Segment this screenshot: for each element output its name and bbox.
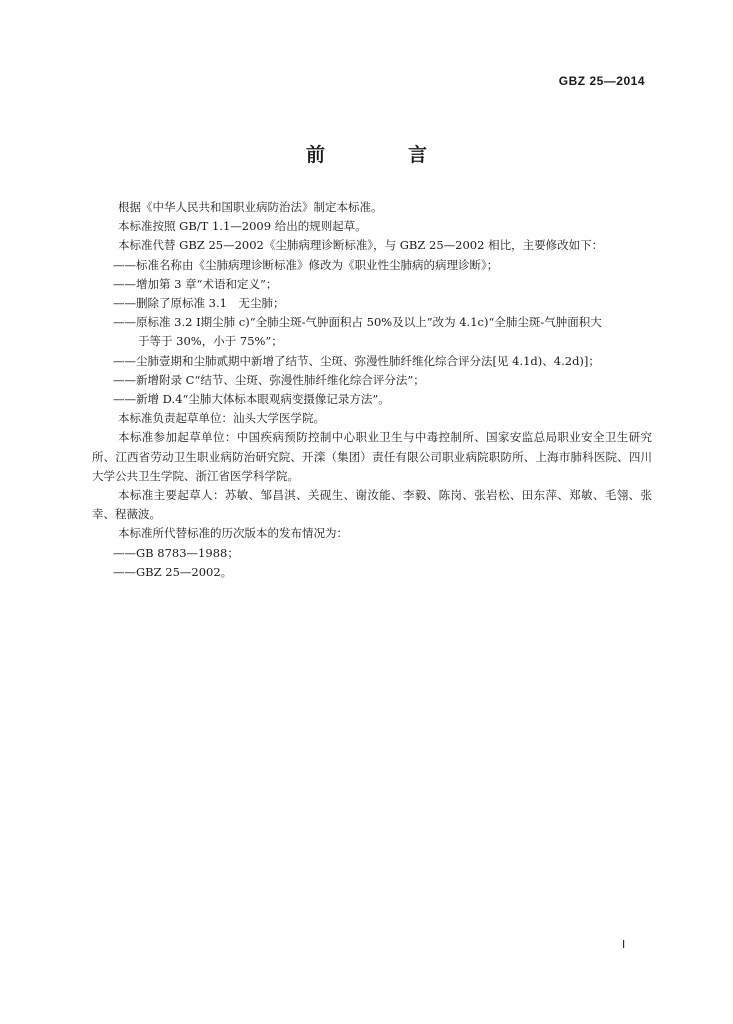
- list-item-change-1: ——标准名称由《尘肺病理诊断标准》修改为《职业性尘肺病的病理诊断》；: [113, 257, 499, 272]
- list-item-edition-1: ——GB 8783—1988；: [113, 545, 239, 560]
- paragraph-lead-drafter: 本标准负责起草单位：汕头大学医学院。: [118, 411, 325, 426]
- list-item-change-7: ——新增 D.4“尘肺大体标本眼观病变摄像记录方法”。: [113, 392, 390, 407]
- list-item-change-5: ——尘肺壹期和尘肺贰期中新增了结节、尘斑、弥漫性肺纤维化综合评分法[见 4.1d)、4.2d)]；: [113, 353, 600, 368]
- list-item-change-4: ——原标准 3.2 Ⅰ期尘肺 c)“全肺尘斑-气肿面积占 50%及以上”改为 4.1c)“全肺尘斑-气肿面积大: [113, 315, 602, 330]
- paragraph-basis: 根据《中华人民共和国职业病防治法》制定本标准。: [118, 200, 383, 214]
- paragraph-participating-units: 本标准参加起草单位：中国疾病预防控制中心职业卫生与中毒控制所、国家安监总局职业安全卫生研究所、江西省劳动卫生职业病防治研究院、开滦（集团）责任有限公司职业病院职防所、上海市肺科医院、四川大学公共卫生学院、浙江省医学科学院。: [92, 430, 652, 483]
- paragraph-drafting-rules: 本标准按照 GB/T 1.1—2009 给出的规则起草。: [118, 219, 367, 234]
- list-item-change-4-cont: 于等于 30%，小于 75%”；: [138, 334, 283, 349]
- foreword-body: [92, 198, 652, 582]
- list-item-change-6: ——新增附录 C“结节、尘斑、弥漫性肺纤维化综合评分法”；: [113, 372, 425, 387]
- list-item-change-2: ——增加第 3 章“术语和定义”；: [113, 276, 278, 291]
- standard-code: GBZ 25—2014: [558, 74, 645, 88]
- paragraph-previous-editions: 本标准所代替标准的历次版本的发布情况为：: [118, 526, 348, 541]
- paragraph-main-drafters: 本标准主要起草人：苏敏、邹昌淇、关砚生、谢汝能、李毅、陈岗、张岩松、田东萍、郑敏、毛翎、张幸、程薇波。: [92, 488, 652, 522]
- list-item-edition-2: ——GBZ 25—2002。: [113, 564, 233, 579]
- page-title: 前 言: [305, 144, 459, 166]
- paragraph-replaces: 本标准代替 GBZ 25—2002《尘肺病理诊断标准》，与 GBZ 25—2002 相比，主要修改如下：: [118, 238, 604, 253]
- list-item-change-3: ——删除了原标准 3.1 无尘肺；: [113, 296, 285, 311]
- page-number: I: [622, 938, 626, 951]
